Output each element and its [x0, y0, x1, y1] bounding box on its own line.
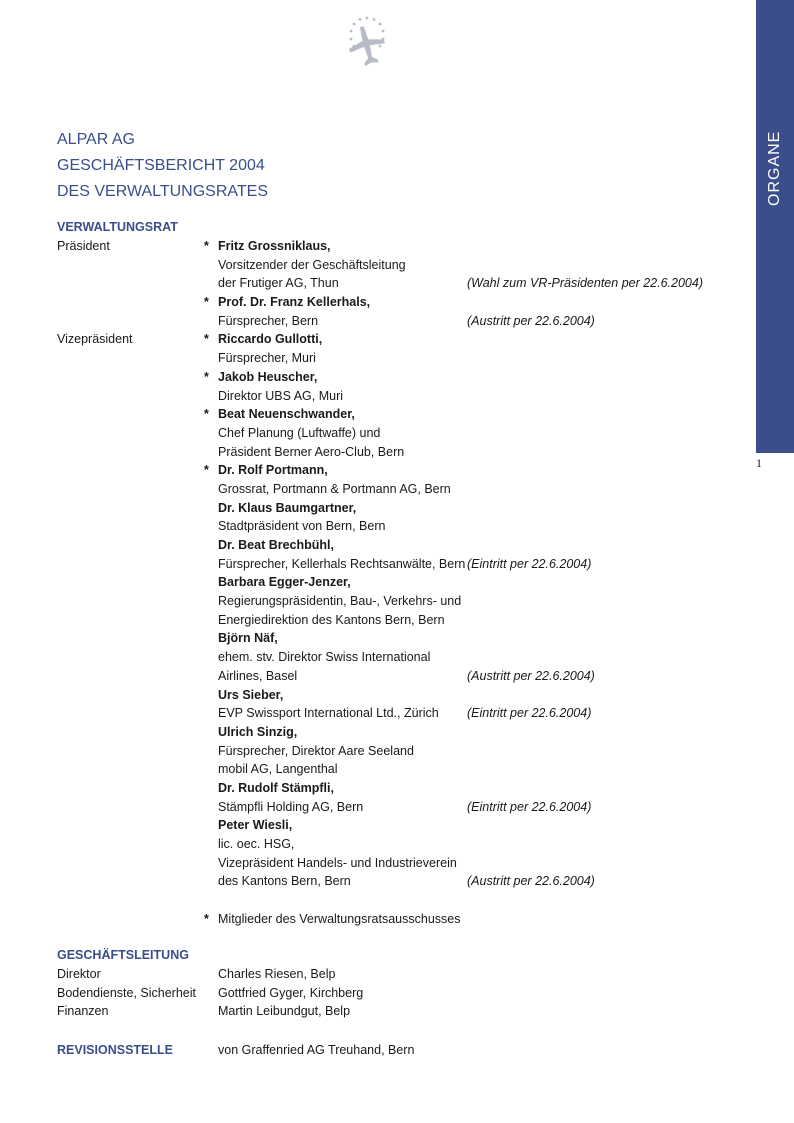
membership-note: (Eintritt per 22.6.2004)	[467, 706, 592, 721]
member-name: Dr. Rolf Portmann,	[218, 463, 328, 478]
member-detail: mobil AG, Langenthal	[218, 762, 338, 777]
board-row	[0, 274, 756, 293]
board-list	[0, 237, 756, 928]
board-row	[0, 387, 756, 406]
audit-heading: REVISIONSSTELLE	[57, 1043, 173, 1057]
member-name: Ulrich Sinzig,	[218, 724, 298, 739]
membership-note: (Eintritt per 22.6.2004)	[467, 799, 592, 814]
member-detail: Fürsprecher, Direktor Aare Seeland	[218, 743, 414, 758]
board-row	[0, 611, 756, 630]
member-detail: Energiedirektion des Kantons Bern, Bern	[218, 612, 445, 627]
board-row	[0, 742, 756, 761]
member-detail: der Frutiger AG, Thun	[218, 276, 339, 291]
management-list	[0, 965, 756, 1021]
member-name: Jakob Heuscher,	[218, 369, 318, 384]
member-detail: ehem. stv. Direktor Swiss International	[218, 650, 431, 665]
audit-section	[0, 1041, 756, 1060]
member-detail: Mitglieder des Verwaltungsratsausschusses	[218, 911, 461, 926]
member-detail: Stadtpräsident von Bern, Bern	[218, 519, 386, 534]
title-line: DES VERWALTUNGSRATES	[57, 183, 268, 200]
board-row	[0, 237, 756, 256]
board-row	[0, 667, 756, 686]
member-name: Peter Wiesli,	[218, 818, 293, 833]
audit-row	[0, 1041, 756, 1060]
board-row	[0, 461, 756, 480]
board-row	[0, 910, 756, 929]
board-row	[0, 368, 756, 387]
member-detail: des Kantons Bern, Bern	[218, 874, 351, 889]
board-row	[0, 424, 756, 443]
board-row	[0, 704, 756, 723]
member-detail: EVP Swissport International Ltd., Zürich	[218, 706, 439, 721]
board-row	[0, 573, 756, 592]
membership-note: (Wahl zum VR-Präsidenten per 22.6.2004)	[467, 276, 703, 291]
document-title	[57, 127, 268, 205]
committee-marker: *	[204, 463, 209, 478]
side-tab-label: ORGANE	[766, 130, 783, 206]
role-label: Finanzen	[57, 1004, 109, 1019]
board-row	[0, 349, 756, 368]
board-row	[0, 648, 756, 667]
audit-text: von Graffenried AG Treuhand, Bern	[218, 1043, 415, 1057]
board-row	[0, 443, 756, 462]
member-name: Prof. Dr. Franz Kellerhals,	[218, 295, 371, 310]
management-row	[0, 1002, 756, 1021]
member-detail: Präsident Berner Aero-Club, Bern	[218, 444, 405, 459]
member-detail: Airlines, Basel	[218, 668, 298, 683]
airplane-stars-logo-icon	[343, 12, 391, 70]
title-line: ALPAR AG	[57, 131, 135, 148]
board-row	[0, 536, 756, 555]
committee-marker: *	[204, 407, 209, 422]
side-tab	[756, 0, 794, 453]
member-name: Beat Neuenschwander,	[218, 407, 355, 422]
member-name: Dr. Beat Brechbühl,	[218, 538, 334, 552]
member-name: Dr. Rudolf Stämpfli,	[218, 780, 334, 795]
member-name: Riccardo Gullotti,	[218, 332, 323, 347]
membership-note: (Eintritt per 22.6.2004)	[467, 556, 592, 571]
member-detail: Grossrat, Portmann & Portmann AG, Bern	[218, 481, 451, 496]
member-detail: Fürsprecher, Kellerhals Rechtsanwälte, Bern	[218, 556, 466, 571]
committee-marker: *	[204, 239, 209, 253]
member-name: Barbara Egger-Jenzer,	[218, 575, 351, 590]
role-label: Vizepräsident	[57, 332, 133, 347]
committee-marker: *	[204, 369, 209, 384]
board-row	[0, 592, 756, 611]
person-name: Martin Leibundgut, Belp	[218, 1004, 351, 1019]
committee-marker: *	[204, 911, 209, 926]
member-name: Fritz Grossniklaus,	[218, 239, 331, 253]
board-row	[0, 835, 756, 854]
member-detail: Direktor UBS AG, Muri	[218, 388, 344, 403]
board-row	[0, 760, 756, 779]
page-number: 1	[756, 456, 762, 470]
board-row	[0, 629, 756, 648]
member-detail: Vizepräsident Handels- und Industrieverein	[218, 855, 457, 870]
board-row	[0, 405, 756, 424]
member-detail: lic. oec. HSG,	[218, 837, 295, 851]
person-name: Charles Riesen, Belp	[218, 967, 336, 981]
member-name: Björn Näf,	[218, 631, 278, 646]
board-row	[0, 798, 756, 817]
board-row	[0, 499, 756, 518]
role-label: Bodendienste, Sicherheit	[57, 985, 196, 1000]
board-row	[0, 854, 756, 873]
member-name: Dr. Klaus Baumgartner,	[218, 500, 357, 515]
membership-note: (Austritt per 22.6.2004)	[467, 874, 595, 889]
member-detail: Fürsprecher, Muri	[218, 351, 316, 366]
committee-marker: *	[204, 295, 209, 310]
member-detail: Fürsprecher, Bern	[218, 313, 319, 328]
title-line: GESCHÄFTSBERICHT 2004	[57, 157, 265, 174]
board-row	[0, 816, 756, 835]
management-row	[0, 984, 756, 1003]
logo	[343, 12, 391, 70]
board-row	[0, 256, 756, 275]
board-row	[0, 330, 756, 349]
board-row	[0, 686, 756, 705]
board-heading: VERWALTUNGSRAT	[57, 220, 178, 234]
board-row	[0, 517, 756, 536]
management-heading: GESCHÄFTSLEITUNG	[57, 948, 189, 962]
board-row	[0, 723, 756, 742]
member-detail: Stämpfli Holding AG, Bern	[218, 799, 364, 814]
board-row	[0, 872, 756, 891]
member-detail: Regierungspräsidentin, Bau-, Verkehrs- und	[218, 594, 462, 609]
board-row	[0, 555, 756, 574]
member-detail: Vorsitzender der Geschäftsleitung	[218, 257, 406, 272]
role-label: Direktor	[57, 967, 101, 981]
membership-note: (Austritt per 22.6.2004)	[467, 313, 595, 328]
board-row	[0, 480, 756, 499]
board-row	[0, 293, 756, 312]
board-row	[0, 312, 756, 331]
board-row	[0, 891, 756, 910]
person-name: Gottfried Gyger, Kirchberg	[218, 985, 364, 1000]
board-row	[0, 779, 756, 798]
committee-marker: *	[204, 332, 209, 347]
role-label: Präsident	[57, 239, 110, 253]
management-row	[0, 965, 756, 984]
membership-note: (Austritt per 22.6.2004)	[467, 668, 595, 683]
member-name: Urs Sieber,	[218, 687, 284, 702]
member-detail: Chef Planung (Luftwaffe) und	[218, 425, 381, 440]
